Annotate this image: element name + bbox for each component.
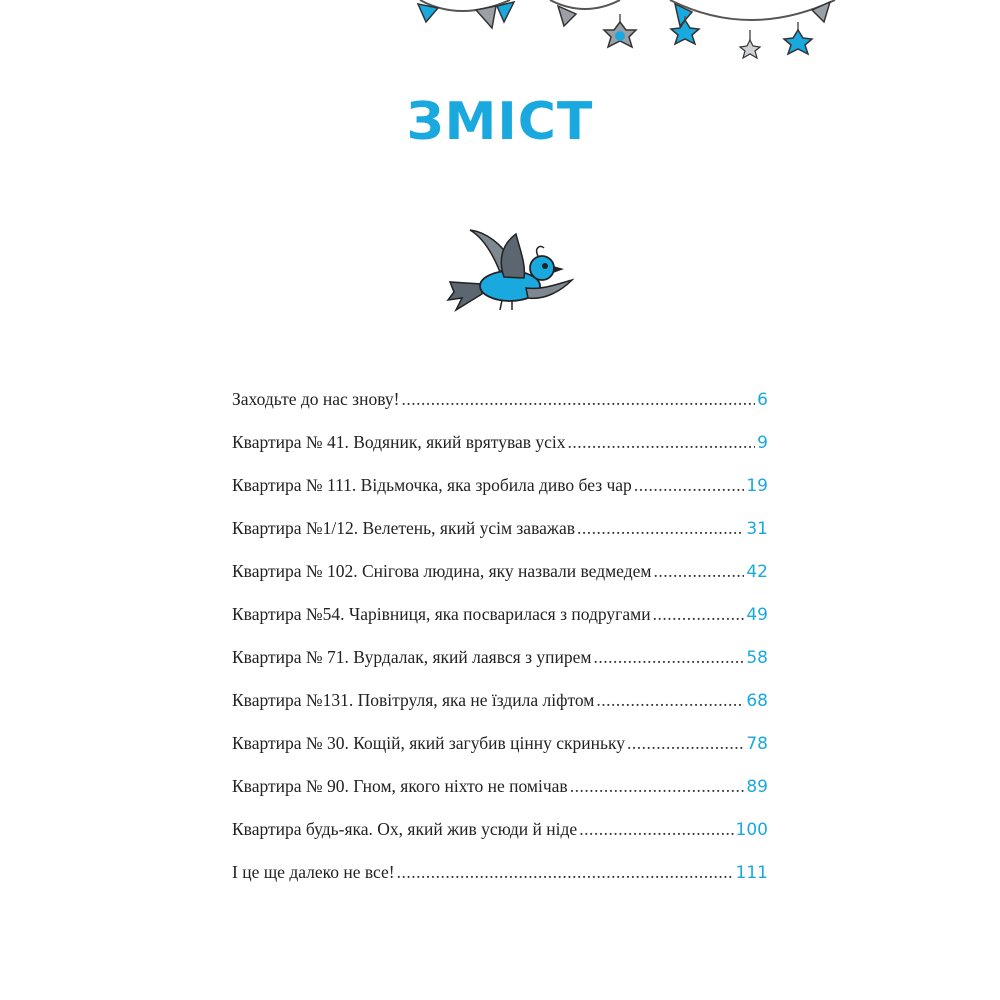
toc-leader-dots xyxy=(570,771,745,801)
toc-leader-dots xyxy=(634,470,745,500)
bird-illustration xyxy=(442,222,582,317)
toc-entry-page: 58 xyxy=(746,648,768,668)
toc-leader-dots xyxy=(577,513,744,543)
toc-entry-page: 9 xyxy=(757,433,768,453)
toc-entry-page: 68 xyxy=(746,691,768,711)
toc-entry-title: Квартира № 30. Кощій, який загубив цінну скриньку xyxy=(232,733,625,753)
toc-entry[interactable] xyxy=(232,556,768,599)
toc-entry[interactable] xyxy=(232,685,768,728)
toc-entry-page: 31 xyxy=(746,519,768,539)
toc-entry-page: 49 xyxy=(746,605,768,625)
toc-entry-page: 111 xyxy=(735,863,768,883)
toc-entry-title: Квартира будь-яка. Ох, який жив усюди й ніде xyxy=(232,819,578,839)
toc-entry-title: Квартира № 41. Водяник, який врятував усіх xyxy=(232,432,566,452)
toc-entry[interactable] xyxy=(232,470,768,513)
toc-leader-dots xyxy=(401,384,755,414)
toc-leader-dots xyxy=(653,599,745,629)
toc-leader-dots xyxy=(397,857,734,887)
toc-leader-dots xyxy=(596,685,744,715)
toc-entry-title: Квартира № 90. Гном, якого ніхто не помічав xyxy=(232,776,568,796)
toc-entry-title: Квартира №131. Повітруля, яка не їздила ліфтом xyxy=(232,690,595,710)
toc-entry[interactable] xyxy=(232,513,768,556)
toc-entry[interactable] xyxy=(232,599,768,642)
toc-entry-page: 19 xyxy=(746,476,768,496)
toc-entry[interactable] xyxy=(232,427,768,470)
toc-leader-dots xyxy=(579,814,733,844)
toc-leader-dots xyxy=(568,427,756,457)
toc-leader-dots xyxy=(593,642,744,672)
bunting-garland xyxy=(380,0,860,80)
toc-entry-title: Квартира № 111. Відьмочка, яка зробила диво без чар xyxy=(232,475,632,495)
toc-entry[interactable] xyxy=(232,814,768,857)
toc-entry-title: Квартира № 71. Вурдалак, який лаявся з упирем xyxy=(232,647,592,667)
toc-entry-title: Заходьте до нас знову! xyxy=(232,389,400,409)
toc-entry[interactable] xyxy=(232,728,768,771)
toc-entry[interactable] xyxy=(232,771,768,814)
toc-entry-title: Квартира №54. Чарівниця, яка посварилася з подругами xyxy=(232,604,651,624)
table-of-contents xyxy=(232,384,768,900)
toc-entry-page: 78 xyxy=(746,734,768,754)
toc-entry-title: Квартира №1/12. Велетень, який усім заважав xyxy=(232,518,575,538)
toc-entry-title: Квартира № 102. Снігова людина, яку назвали ведмедем xyxy=(232,561,652,581)
toc-entry[interactable] xyxy=(232,384,768,427)
toc-entry-page: 89 xyxy=(746,777,768,797)
toc-leader-dots xyxy=(627,728,744,758)
toc-entry-page: 100 xyxy=(735,820,768,840)
toc-entry[interactable] xyxy=(232,857,768,900)
toc-entry-title: І це ще далеко не все! xyxy=(232,862,395,882)
toc-entry-page: 6 xyxy=(757,390,768,410)
toc-leader-dots xyxy=(653,556,744,586)
toc-entry[interactable] xyxy=(232,642,768,685)
page-title: ЗМІСТ xyxy=(406,92,594,152)
toc-entry-page: 42 xyxy=(746,562,768,582)
